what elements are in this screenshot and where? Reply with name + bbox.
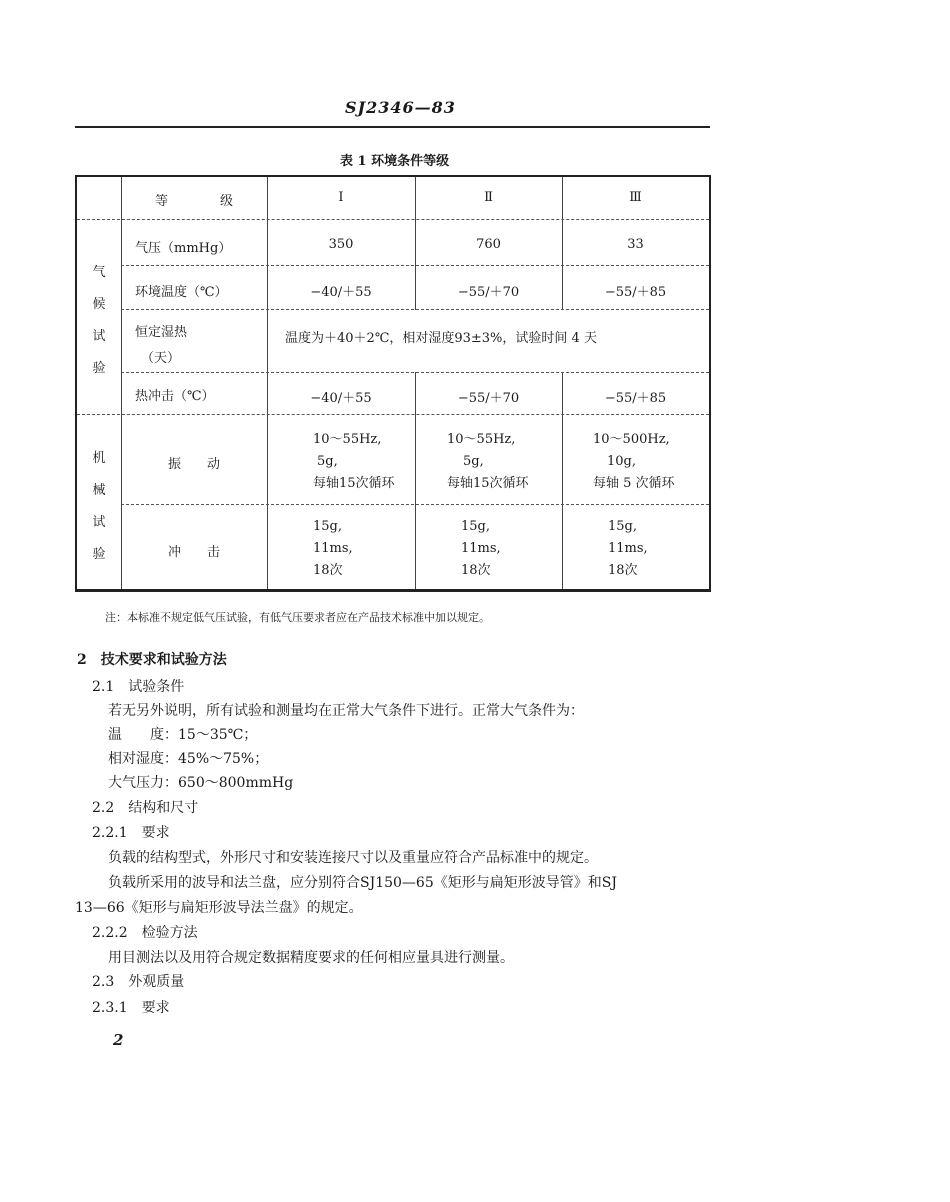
- row-shock-temp-v1: −40/＋55: [310, 391, 372, 406]
- row-humid-label-1: 恒定湿热: [135, 325, 188, 340]
- table-rule: [77, 414, 709, 415]
- row-impact-label: 冲 击: [167, 545, 220, 560]
- paragraph-line: 大气压力：650～800mmHg: [108, 775, 294, 791]
- vibration-c1-line: 5g,: [317, 454, 338, 469]
- row-shock-temp-label: 热冲击（℃）: [135, 389, 215, 404]
- group-climate: [89, 257, 109, 385]
- environment-grade-table: [75, 175, 711, 592]
- vibration-c1-line: 10～55Hz,: [313, 432, 382, 447]
- paragraph-line: 若无另外说明，所有试验和测量均在正常大气条件下进行。正常大气条件为：: [108, 703, 584, 719]
- vibration-c3-line: 10～500Hz,: [593, 432, 670, 447]
- row-vibration-label: 振 动: [167, 457, 220, 472]
- section-2-heading: 2 技术要求和试验方法: [77, 652, 227, 668]
- table-rule: [121, 265, 709, 266]
- group-mech-char: 验: [92, 547, 106, 562]
- impact-c2-line: 15g,: [461, 519, 490, 534]
- paragraph-line: 温 度：15～35℃；: [108, 727, 258, 743]
- vibration-c3-line: 10g,: [607, 454, 636, 469]
- vibration-c2-line: 每轴15次循环: [447, 476, 529, 491]
- group-mech-char: 试: [92, 515, 106, 530]
- paragraph-line: 负载所采用的波导和法兰盘，应分别符合SJ150—65《矩形与扁矩形波导管》和SJ: [108, 875, 617, 891]
- row-impact-c1: [313, 516, 353, 582]
- paragraph-line: 负载的结构型式，外形尺寸和安装连接尺寸以及重量应符合产品标准中的规定。: [108, 850, 598, 866]
- impact-c3-line: 18次: [608, 563, 638, 578]
- table-rule: [77, 219, 709, 220]
- header-grade-1: Ⅰ: [338, 190, 344, 205]
- row-impact-c2: [461, 516, 501, 582]
- impact-c1-line: 18次: [313, 563, 343, 578]
- header-grade-2: Ⅱ: [484, 190, 493, 205]
- impact-c1-line: 15g,: [313, 519, 342, 534]
- table-divider: [121, 177, 122, 589]
- paragraph-line: 相对湿度：45%～75%；: [108, 751, 269, 767]
- row-shock-temp-v2: −55/＋70: [457, 391, 520, 406]
- row-humid-value: 温度为＋40＋2℃，相对湿度93±3%，试验时间 4 天: [285, 331, 597, 346]
- group-mechanical: [89, 443, 109, 571]
- subsection-heading: 2.3 外观质量: [92, 974, 185, 990]
- impact-c2-line: 18次: [461, 563, 491, 578]
- table-note: 注：本标准不规定低气压试验，有低气压要求者应在产品技术标准中加以规定。: [105, 611, 490, 624]
- row-pressure-label: 气压（mmHg）: [135, 241, 232, 256]
- header-rule: [75, 126, 710, 128]
- row-shock-temp-v3: −55/＋85: [604, 391, 667, 406]
- impact-c1-line: 11ms,: [313, 541, 353, 556]
- impact-c2-line: 11ms,: [461, 541, 501, 556]
- row-impact-c3: [608, 516, 648, 582]
- group-climate-char: 试: [92, 329, 106, 344]
- page-number: 2: [113, 1031, 124, 1049]
- row-vibration-c2: [447, 429, 529, 495]
- vibration-c1-line: 每轴15次循环: [313, 476, 395, 491]
- table-title: 表 1 环境条件等级: [340, 154, 450, 169]
- row-pressure-v1: 350: [328, 237, 354, 252]
- group-climate-char: 验: [92, 361, 106, 376]
- impact-c3-line: 11ms,: [608, 541, 648, 556]
- vibration-c2-line: 5g,: [463, 454, 484, 469]
- table-rule: [121, 504, 709, 505]
- group-climate-char: 候: [92, 297, 106, 312]
- subsection-heading: 2.2.2 检验方法: [92, 925, 198, 941]
- subsection-heading: 2.1 试验条件: [92, 679, 185, 695]
- row-vibration-c1: [313, 429, 395, 495]
- group-mech-char: 机: [92, 451, 106, 466]
- row-vibration-c3: [593, 429, 675, 495]
- document-code: SJ2346—83: [345, 98, 456, 117]
- row-temp-v3: −55/＋85: [604, 285, 667, 300]
- row-humid-label-2: （天）: [141, 351, 181, 366]
- row-temp-label: 环境温度（℃）: [135, 285, 228, 300]
- header-grade-3: Ⅲ: [629, 190, 642, 205]
- subsection-heading: 2.3.1 要求: [92, 1000, 170, 1016]
- vibration-c2-line: 10～55Hz,: [447, 432, 516, 447]
- vibration-c3-line: 每轴 5 次循环: [593, 476, 675, 491]
- row-temp-v2: −55/＋70: [457, 285, 520, 300]
- row-pressure-v2: 760: [476, 237, 501, 252]
- impact-c3-line: 15g,: [608, 519, 637, 534]
- row-pressure-v3: 33: [627, 237, 644, 252]
- subsection-heading: 2.2.1 要求: [92, 825, 170, 841]
- header-grade: 等 级: [154, 194, 233, 209]
- group-mech-char: 械: [92, 483, 106, 498]
- paragraph-line: 用目测法以及用符合规定数据精度要求的任何相应量具进行测量。: [108, 950, 514, 966]
- row-temp-v1: −40/＋55: [310, 285, 372, 300]
- group-climate-char: 气: [92, 265, 106, 280]
- subsection-heading: 2.2 结构和尺寸: [92, 800, 199, 816]
- paragraph-line: 13—66《矩形与扁矩形波导法兰盘》的规定。: [75, 900, 363, 916]
- table-rule: [121, 372, 709, 373]
